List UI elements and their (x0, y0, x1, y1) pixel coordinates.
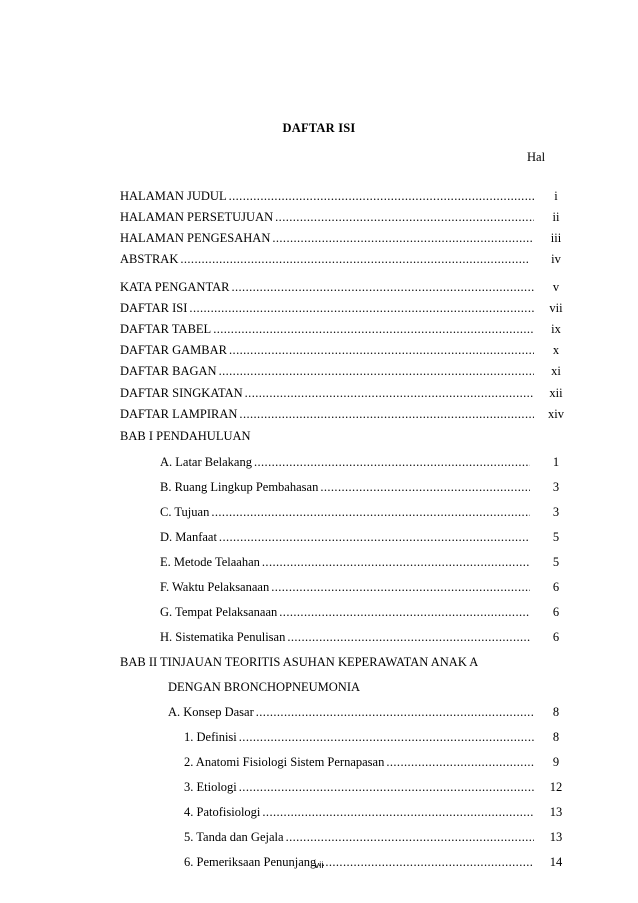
toc-entry (0, 802, 638, 822)
dot-leader (254, 452, 530, 472)
toc-entry-label: BAB II TINJAUAN TEORITIS ASUHAN KEPERAWATAN ANAK A (120, 655, 479, 669)
toc-entry-label: B. Ruang Lingkup Pembahasan (160, 480, 319, 494)
toc-entry (0, 383, 638, 403)
dot-leader (271, 577, 530, 597)
dot-leader (189, 298, 534, 318)
dot-leader (262, 552, 530, 572)
toc-entry-page: 3 (552, 505, 560, 519)
dot-leader (245, 383, 534, 403)
toc-entry-page: 12 (549, 780, 563, 794)
toc-entry-label: 1. Definisi (184, 730, 237, 744)
toc-entry-line (160, 627, 530, 647)
dot-leader (262, 802, 534, 822)
toc-entry-label: DAFTAR LAMPIRAN (120, 407, 238, 421)
toc-entry-line (120, 652, 478, 672)
dot-leader (229, 340, 534, 360)
toc-entry-label: F. Waktu Pelaksanaan (160, 580, 270, 594)
toc-entry (0, 340, 638, 360)
toc-entry-page: 3 (552, 480, 560, 494)
toc-entry-line (160, 502, 530, 522)
toc-entry-label: BAB I PENDAHULUAN (120, 429, 251, 443)
toc-entry-line (120, 298, 534, 318)
toc-entry-label: G. Tempat Pelaksanaan (160, 605, 278, 619)
toc-entry-line (120, 319, 534, 339)
toc-entry-line (184, 727, 534, 747)
toc-entry-label: 3. Etiologi (184, 780, 237, 794)
toc-entry (0, 319, 638, 339)
dot-leader (272, 228, 534, 248)
toc-entry-page: 8 (552, 705, 560, 719)
toc-entry-line (120, 277, 534, 297)
toc-entry-line (120, 361, 534, 381)
toc-entry (0, 452, 638, 472)
toc-entry-label: 5. Tanda dan Gejala (184, 830, 284, 844)
toc-entry-page: 13 (549, 805, 563, 819)
toc-entry-page: x (552, 343, 560, 357)
toc-entry-page: 14 (549, 855, 563, 869)
dot-leader (386, 752, 534, 772)
dot-leader (213, 319, 534, 339)
toc-entry (0, 277, 638, 297)
toc-entry-line (160, 552, 530, 572)
toc-entry-line (120, 340, 534, 360)
toc-entry-label: DAFTAR TABEL (120, 322, 212, 336)
toc-entry (0, 752, 638, 772)
toc-entry-line (120, 404, 534, 424)
toc-entry-page: 5 (552, 555, 560, 569)
dot-leader (286, 827, 534, 847)
dot-leader (275, 207, 534, 227)
toc-entry-page: 1 (552, 455, 560, 469)
document-title: DAFTAR ISI (282, 121, 356, 135)
toc-entry (0, 527, 638, 547)
toc-entry (0, 502, 638, 522)
toc-entry-page: ii (552, 210, 560, 224)
toc-entry-page: 5 (552, 530, 560, 544)
toc-entry-page: 6 (552, 580, 560, 594)
toc-entry-page: xii (549, 386, 563, 400)
toc-entry (0, 577, 638, 597)
toc-entry-page: 9 (552, 755, 560, 769)
dot-leader (320, 477, 530, 497)
dot-leader (231, 277, 534, 297)
toc-entry-label: DAFTAR ISI (120, 301, 188, 315)
toc-entry-line (160, 577, 530, 597)
toc-entry-label: KATA PENGANTAR (120, 280, 230, 294)
toc-entry-line (120, 426, 251, 446)
toc-entry-page: v (552, 280, 560, 294)
toc-entry-page: xiv (548, 407, 564, 421)
dot-leader (219, 527, 530, 547)
toc-entry (0, 186, 638, 206)
toc-entry-label: ABSTRAK (120, 252, 179, 266)
toc-entry-label: A. Latar Belakang (160, 455, 252, 469)
toc-entry (0, 702, 638, 722)
toc-entry (0, 827, 638, 847)
toc-entry-label: DENGAN BRONCHOPNEUMONIA (168, 680, 361, 694)
dot-leader (279, 602, 530, 622)
toc-entry (0, 298, 638, 318)
toc-entry-line (160, 452, 530, 472)
toc-entry (0, 207, 638, 227)
toc-entry (0, 228, 638, 248)
toc-entry-label: D. Manfaat (160, 530, 217, 544)
toc-entry-label: DAFTAR GAMBAR (120, 343, 228, 357)
toc-entry-page: 8 (552, 730, 560, 744)
toc-entry-label: C. Tujuan (160, 505, 210, 519)
toc-entry-line (160, 527, 530, 547)
page-column-header: Hal (527, 150, 546, 164)
toc-entry-line (168, 702, 534, 722)
dot-leader (239, 777, 534, 797)
toc-entry (0, 727, 638, 747)
toc-entry-line (120, 383, 534, 403)
toc-entry-label: 2. Anatomi Fisiologi Sistem Pernapasan (184, 755, 385, 769)
toc-entry-label: HALAMAN PENGESAHAN (120, 231, 271, 245)
toc-entry-label: H. Sistematika Penulisan (160, 630, 286, 644)
toc-entry-line (120, 228, 534, 248)
toc-entry-page: i (554, 189, 558, 203)
toc-entry-line (184, 802, 534, 822)
toc-entry-label: A. Konsep Dasar (168, 705, 254, 719)
toc-entry (0, 777, 638, 797)
toc-entry-label: DAFTAR BAGAN (120, 364, 217, 378)
toc-entry (0, 552, 638, 572)
toc-entry-line (184, 777, 534, 797)
toc-entry-line (120, 207, 534, 227)
dot-leader (239, 404, 534, 424)
toc-entry-label: E. Metode Telaahan (160, 555, 260, 569)
dot-leader (180, 249, 530, 269)
dot-leader (239, 727, 534, 747)
toc-entry-line (160, 602, 530, 622)
dot-leader (287, 627, 530, 647)
toc-entry (0, 361, 638, 381)
dot-leader (219, 361, 534, 381)
toc-entry (0, 602, 638, 622)
toc-entry (0, 652, 638, 672)
toc-entry (0, 677, 638, 697)
toc-entry-page: ix (551, 322, 561, 336)
dot-leader (256, 702, 534, 722)
toc-entry-line (120, 186, 534, 206)
toc-entry-page: vii (549, 301, 563, 315)
toc-entry-line (184, 752, 534, 772)
toc-entry-page: iii (550, 231, 562, 245)
toc-entry-line (168, 677, 360, 697)
toc-entry (0, 627, 638, 647)
toc-entry-label: DAFTAR SINGKATAN (120, 386, 243, 400)
toc-entry-label: 4. Patofisiologi (184, 805, 261, 819)
toc-entry (0, 477, 638, 497)
toc-entry-page: iv (551, 252, 561, 266)
toc-entry (0, 404, 638, 424)
toc-entry-page: 6 (552, 630, 560, 644)
dot-leader (229, 186, 534, 206)
toc-entry-page: 13 (549, 830, 563, 844)
toc-entry-label: 6. Pemeriksaan Penunjang (184, 855, 317, 869)
toc-entry-label: HALAMAN JUDUL (120, 189, 227, 203)
toc-entry-label: HALAMAN PERSETUJUAN (120, 210, 274, 224)
toc-entry-line (160, 477, 530, 497)
dot-leader (211, 502, 530, 522)
footer-page-number: vii (314, 860, 324, 871)
toc-entry-line (120, 249, 530, 269)
toc-entry-line (184, 827, 534, 847)
toc-entry-page: 6 (552, 605, 560, 619)
toc-entry (0, 426, 638, 446)
toc-entry-page: xi (551, 364, 561, 378)
toc-entry (0, 249, 638, 269)
